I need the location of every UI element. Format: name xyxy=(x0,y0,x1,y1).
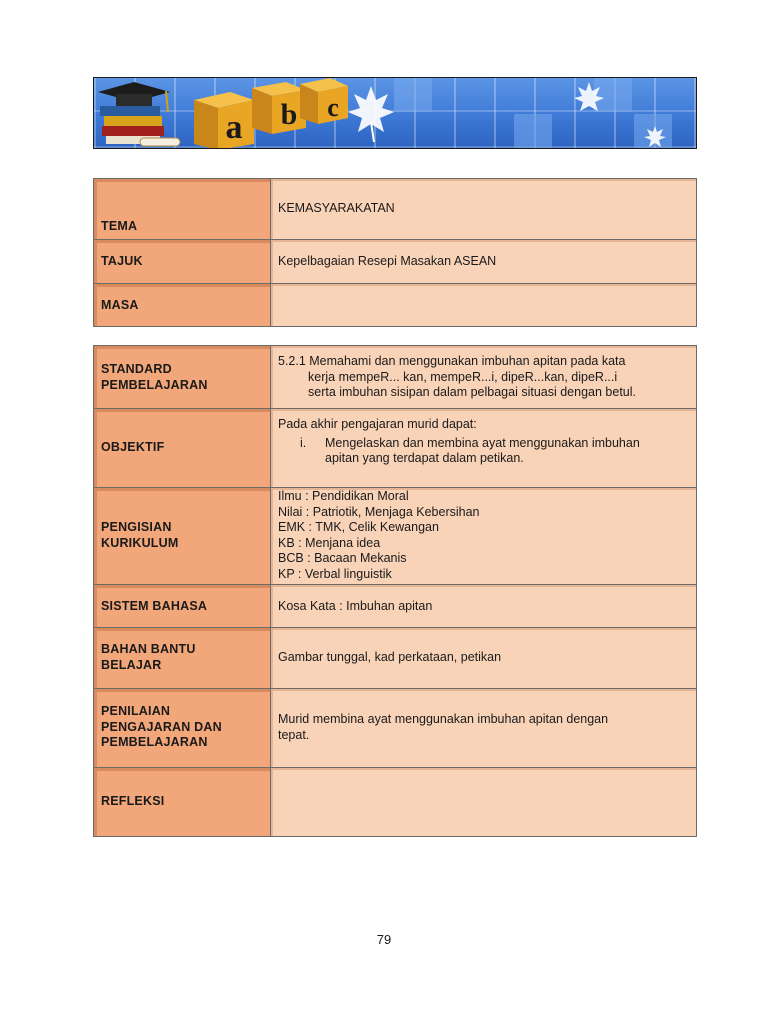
bahan-value: Gambar tunggal, kad perkataan, petikan xyxy=(278,650,502,664)
standard-text-line: kerja mempeR... kan, mempeR...i, dipeR...kan, dipeR...i xyxy=(308,369,618,384)
table-row xyxy=(94,488,697,585)
tajuk-label: TAJUK xyxy=(101,254,143,268)
label-cell xyxy=(94,768,271,837)
table-row xyxy=(94,240,697,284)
books-graduation-cap-icon xyxy=(94,78,184,149)
refleksi-label: REFLEKSI xyxy=(101,794,165,808)
penilaian-label-line: PENGAJARAN DAN xyxy=(101,719,222,734)
label-cell xyxy=(94,585,271,628)
table-row xyxy=(94,284,697,327)
pengisian-line: Ilmu : Pendidikan Moral xyxy=(278,489,409,503)
maple-leaf-icon xyxy=(346,84,396,144)
label-cell xyxy=(94,409,271,488)
table-row xyxy=(94,768,697,837)
pengisian-line: BCB : Bacaan Mekanis xyxy=(278,551,407,565)
abc-blocks-icon xyxy=(190,78,370,149)
standard-text-line: serta imbuhan sisipan dalam pelbagai situasi dengan betul. xyxy=(308,385,636,399)
penilaian-value-line: Murid membina ayat menggunakan imbuhan apitan dengan xyxy=(278,712,609,726)
penilaian-label-line: PEMBELAJARAN xyxy=(101,735,208,749)
value-cell xyxy=(271,409,697,488)
objektif-intro: Pada akhir pengajaran murid dapat: xyxy=(278,417,477,431)
value-cell xyxy=(271,768,697,837)
label-cell xyxy=(94,179,271,240)
label-cell xyxy=(94,346,271,409)
pengisian-label-line: KURIKULUM xyxy=(101,535,179,550)
header-banner xyxy=(93,77,697,149)
pengisian-line: KP : Verbal linguistik xyxy=(278,566,392,581)
table-row xyxy=(94,179,697,240)
standard-label-line: STANDARD xyxy=(101,362,172,376)
standard-label-line: PEMBELAJARAN xyxy=(101,377,208,392)
table-row xyxy=(94,585,697,628)
sistem-value: Kosa Kata : Imbuhan apitan xyxy=(278,599,433,613)
penilaian-value-line: tepat. xyxy=(278,727,310,742)
table-row xyxy=(94,628,697,689)
tema-value: KEMASYARAKATAN xyxy=(278,201,395,215)
cube-letter-a: a xyxy=(225,109,243,146)
value-cell xyxy=(271,284,697,327)
value-cell xyxy=(271,689,697,768)
value-cell xyxy=(271,585,697,628)
pengisian-line: Nilai : Patriotik, Menjaga Kebersihan xyxy=(278,504,480,519)
maple-leaf-small-icon xyxy=(572,80,606,114)
lesson-detail-table xyxy=(93,345,697,837)
label-cell xyxy=(94,240,271,284)
pengisian-line: EMK : TMK, Celik Kewangan xyxy=(278,520,439,534)
objektif-item-line: Mengelaskan dan membina ayat menggunakan imbuhan xyxy=(325,435,640,450)
objektif-label: OBJEKTIF xyxy=(101,440,165,454)
objektif-item-line: apitan yang terdapat dalam petikan. xyxy=(325,451,524,465)
objektif-item-marker: i. xyxy=(300,435,307,450)
sistem-label: SISTEM BAHASA xyxy=(101,599,208,613)
label-cell xyxy=(94,488,271,585)
label-cell xyxy=(94,689,271,768)
bahan-label-line: BAHAN BANTU xyxy=(101,642,196,656)
bahan-label-line: BELAJAR xyxy=(101,657,162,672)
pengisian-label-line: PENGISIAN xyxy=(101,520,172,534)
table-row xyxy=(94,689,697,768)
pengisian-line: KB : Menjana idea xyxy=(278,535,381,550)
value-cell xyxy=(271,179,697,240)
table-row xyxy=(94,346,697,409)
cube-letter-b: b xyxy=(280,98,298,131)
maple-leaf-corner-icon xyxy=(642,124,668,149)
penilaian-label-line: PENILAIAN xyxy=(101,704,171,718)
cube-letter-c: c xyxy=(327,93,339,122)
masa-label: MASA xyxy=(101,298,139,312)
table-row xyxy=(94,409,697,488)
label-cell xyxy=(94,628,271,689)
value-cell xyxy=(271,346,697,409)
label-cell xyxy=(94,284,271,327)
page-number: 79 xyxy=(376,932,392,947)
value-cell xyxy=(271,628,697,689)
value-cell xyxy=(271,488,697,585)
value-cell xyxy=(271,240,697,284)
lesson-info-table xyxy=(93,178,697,327)
tajuk-value: Kepelbagaian Resepi Masakan ASEAN xyxy=(278,254,497,268)
tema-label: TEMA xyxy=(101,219,138,233)
standard-text-line: 5.2.1 Memahami dan menggunakan imbuhan apitan pada kata xyxy=(278,354,626,368)
